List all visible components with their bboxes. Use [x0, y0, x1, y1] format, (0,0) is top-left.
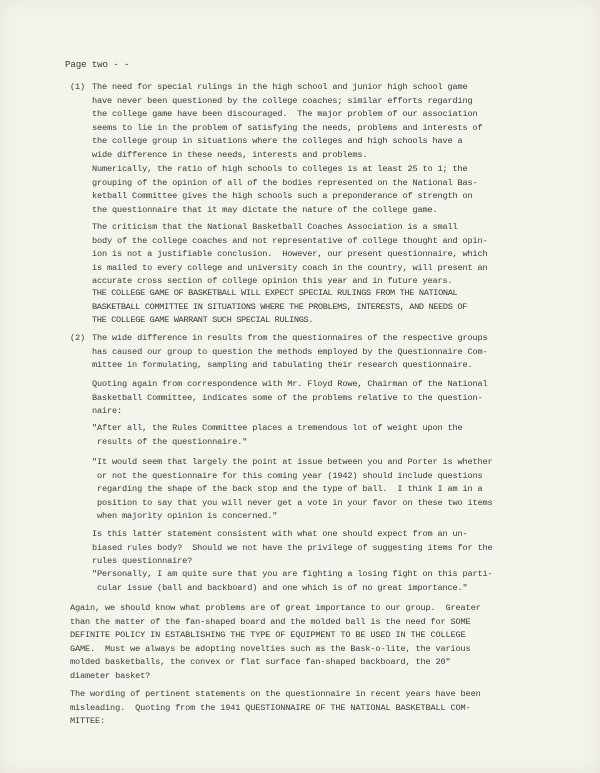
page-header: Page two - - — [65, 59, 130, 70]
section-2-number: (2) — [70, 333, 86, 343]
section-2-quote-2: "It would seem that largely the point at issue between you and Porter is whether or not the questionnaire for this coming year (1942) should include questions regarding the shape of the back stop and the type of ball. I think I am in a position to say that you will never get a vote in your favor on these two items when majority opinion is concerned." — [92, 457, 493, 522]
section-1-paragraph-2: Numerically, the ratio of high schools to colleges is at least 25 to 1; the grouping of the opinion of all of the bodies represented on the National Bas- ketball Committee gives the high schools such a preponderance of strength on the questionnaire that it may dictate the nature of the college game. — [92, 164, 478, 215]
section-1-statement: THE COLLEGE GAME OF BASKETBALL WILL EXPECT SPECIAL RULINGS FROM THE NATIONAL BASKETBALL COMMITTEE IN SITUATIONS WHERE THE PROBLEMS, INTERESTS, AND NEEDS OF THE COLLEGE GAME WARRANT SUCH SPECIAL RULINGS. — [92, 288, 467, 326]
section-2-quote-3: "Personally, I am quite sure that you are fighting a losing fight on this parti- cular issue (ball and backboard) and one which is of no great importance." — [92, 569, 493, 593]
section-2-paragraph-5: The wording of pertinent statements on the questionnaire in recent years have been misleading. Quoting from the 1941 QUESTIONNAIRE OF THE NATIONAL BASKETBALL COM- MITTEE: — [70, 689, 481, 727]
section-2-quote-1: "After all, the Rules Committee places a tremendous lot of weight upon the results of the questionnaire." — [92, 423, 463, 447]
section-1-paragraph-3: The criticism that the National Basketball Coaches Association is a small body of the college coaches and not representative of college thought and opin- ion is not a justifiable conclusion. However, our present questionnaire, which is mailed to every college and university coach in the country, will present an accurate cross section of college opinion this year and in future years. — [92, 222, 488, 287]
section-2-paragraph-3: Is this latter statement consistent with what one should expect from an un- biased rules body? Should we not have the privilege of suggesting items for the rules questionnaire? — [92, 529, 493, 567]
section-1-number: (1) — [70, 82, 86, 92]
section-1-paragraph-1: The need for special rulings in the high school and junior high school game have never been questioned by the college coaches; similar efforts regarding the college game have been discouraged. The major problem of our association seems to lie in the problem of satisfying the needs, problems and interests of the college group in situations where the colleges and high schools have a wide difference in these needs, interests and problems. — [92, 82, 483, 160]
section-2-paragraph-2: Quoting again from correspondence with Mr. Floyd Rowe, Chairman of the National Basketball Committee, indicates some of the problems relative to the question- naire: — [92, 379, 488, 417]
section-2-paragraph-1: The wide difference in results from the questionnaires of the respective groups has caused our group to question the methods employed by the Questionnaire Com- mittee in formulating, sampling and tabulating their research questionnaire. — [92, 333, 488, 371]
section-2-paragraph-4: Again, we should know what problems are of great importance to our group. Greater than the matter of the fan-shaped board and the molded ball is the need for SOME DEFINITE POLICY IN ESTABLISHING THE TYPE OF EQUIPMENT TO BE USED IN THE COLLEGE GAME. Must we always be adopting novelties such as the Bask-o-lite, the various molded basketballs, the convex or flat surface fan-shaped backboard, the 20" diameter basket? — [70, 603, 481, 681]
